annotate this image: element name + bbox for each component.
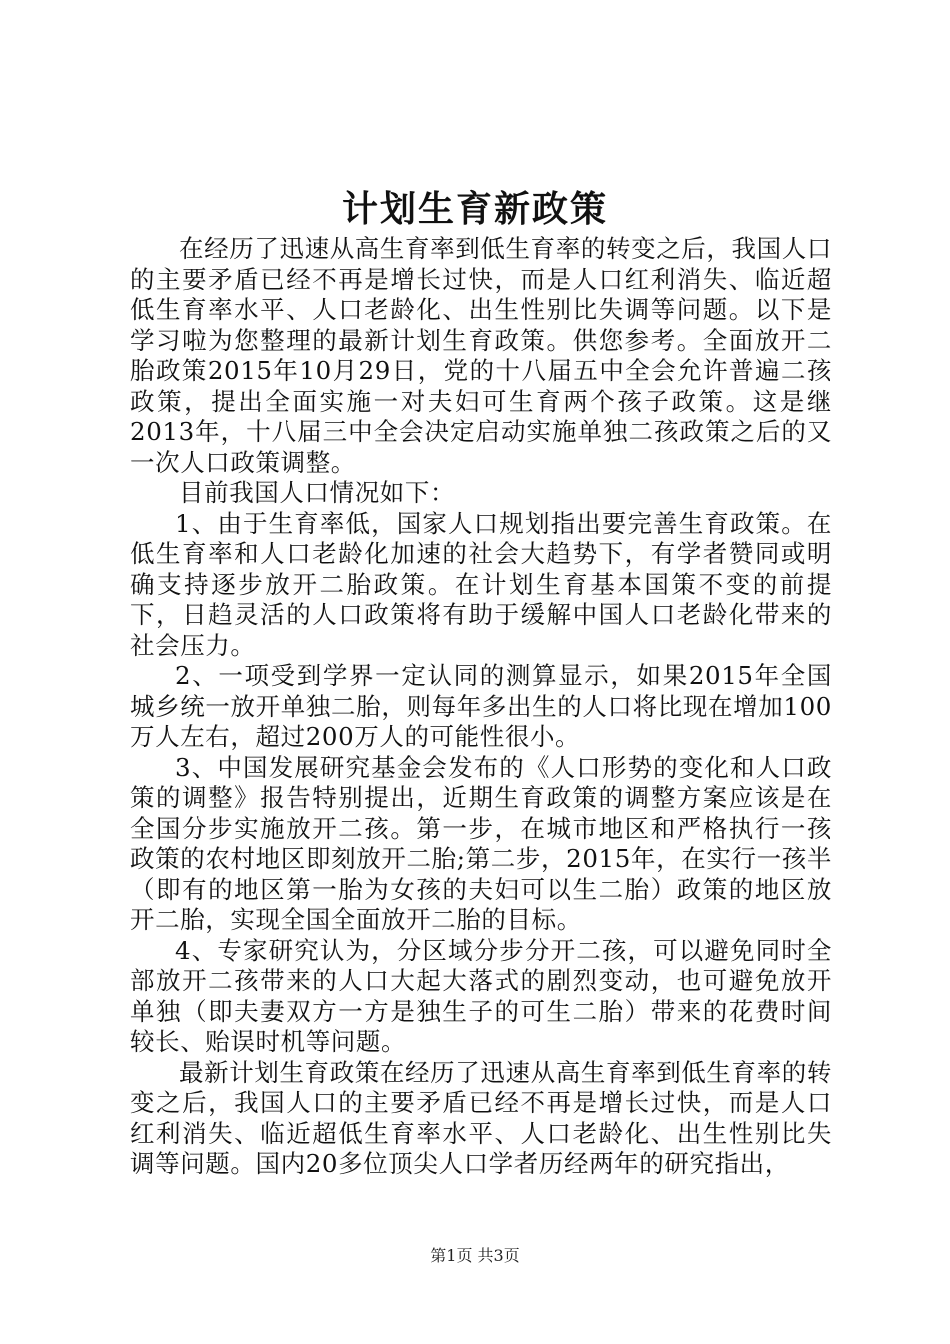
paragraph-situation-heading: 目前我国人口情况如下：: [179, 478, 456, 507]
paragraph-item-2: 2、一项受到学界一定认同的测算显示，如果2015年全国城乡统一放开单独二胎，则每年多出生的人口将比现在增加100万人左右，超过200万人的可能性很小。: [130, 661, 832, 751]
page-footer: 第1页 共3页: [430, 1246, 520, 1265]
paragraph-item-4: 4、专家研究认为，分区域分步分开二孩，可以避免同时全部放开二孩带来的人口大起大落式的剧烈变动，也可避免放开单独（即夫妻双方一方是独生子的可生二胎）带来的花费时间较长、贻误时机等问题。: [130, 935, 832, 1056]
paragraph-latest-policy: 最新计划生育政策在经历了迅速从高生育率到低生育率的转变之后，我国人口的主要矛盾已经不再是增长过快，而是人口红利消失、临近超低生育率水平、人口老龄化、出生性别比失调等问题。国内20多位顶尖人口学者历经两年的研究指出，: [130, 1057, 832, 1178]
document-body: [130, 234, 832, 1180]
paragraph-item-1: 1、由于生育率低，国家人口规划指出要完善生育政策。在低生育率和人口老龄化加速的社会大趋势下，有学者赞同或明确支持逐步放开二胎政策。在计划生育基本国策不变的前提下，日趋灵活的人口政策将有助于缓解中国人口老龄化带来的社会压力。: [130, 508, 832, 660]
document-title: 计划生育新政策: [341, 188, 608, 230]
paragraph-intro: 在经历了迅速从高生育率到低生育率的转变之后，我国人口的主要矛盾已经不再是增长过快，而是人口红利消失、临近超低生育率水平、人口老龄化、出生性别比失调等问题。以下是学习啦为您整理的最新计划生育政策。供您参考。全面放开二胎政策2015年10月29日，党的十八届五中全会允许普遍二孩政策，提出全面实施一对夫妇可生育两个孩子政策。这是继2013年，十八届三中全会决定启动实施单独二孩政策之后的又一次人口政策调整。: [130, 234, 832, 477]
paragraph-item-3: 3、中国发展研究基金会发布的《人口形势的变化和人口政策的调整》报告特别提出，近期生育政策的调整方案应该是在全国分步实施放开二孩。第一步，在城市地区和严格执行一孩政策的农村地区即刻放开二胎;第二步，2015年，在实行一孩半（即有的地区第一胎为女孩的夫妇可以生二胎）政策的地区放开二胎，实现全国全面放开二胎的目标。: [130, 752, 832, 934]
